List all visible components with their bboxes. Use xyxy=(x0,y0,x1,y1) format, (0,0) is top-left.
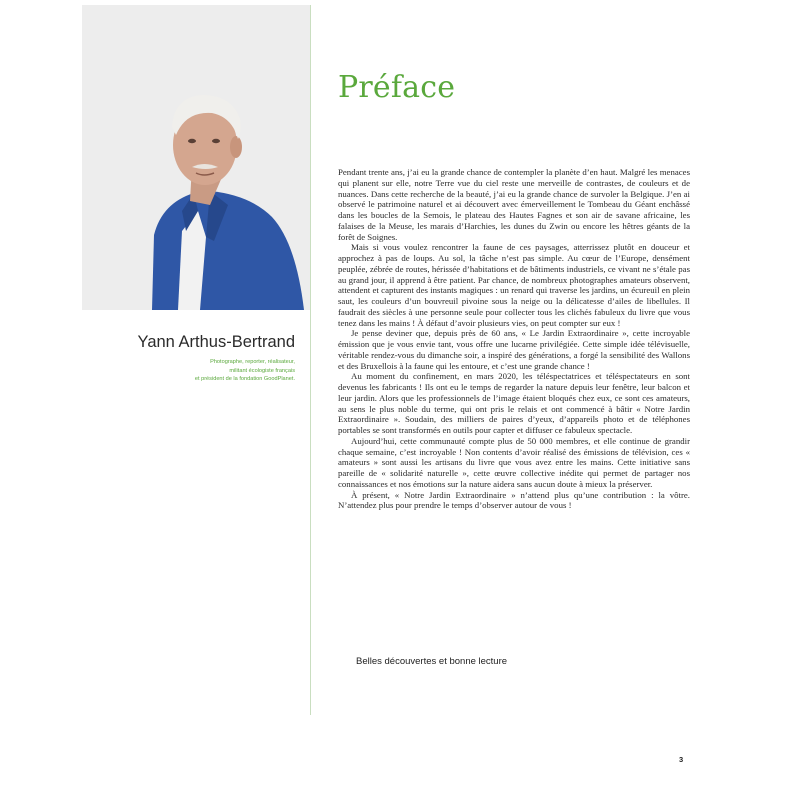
paragraph: Pendant trente ans, j’ai eu la grande chance de contempler la planète d’en haut. Malgré les menaces qui planent sur elle, notre Terre vue du ciel reste une merveille de contrastes, de couleurs et de nuances. Dans cette recherche de la beauté, j’ai eu la grande chance de survoler la Belgique. J’en ai observé le patrimoine naturel et ai découvert avec émerveillement le Tombeau du Géant enchâssé dans les boucles de la Semois, le plateau des Hautes Fagnes et son air de savane africaine, les falaises de la Meuse, les marais d’Harchies, les dunes du Zwin ou encore les hêtres géants de la forêt de Soignes. xyxy=(338,167,690,242)
paragraph: Au moment du confinement, en mars 2020, les téléspectatrices et téléspectateurs en sont devenus les fabricants ! Ils ont eu le temps de regarder la nature depuis leur fenêtre, leur balcon et leur jardin. Alors que les professionnels de l’image étaient bloqués chez eux, ce sont ces amateurs, au sens le plus noble du terme, qui ont pris le relais et ont commencé à bâtir « Notre Jardin Extraordinaire ». Soudain, des milliers de paires d’yeux, d’appareils photo et de téléphones portables se sont transformés en outils pour capter et diffuser ce fabuleux spectacle. xyxy=(338,371,690,435)
author-role-line: Photographe, reporter, réalisateur, xyxy=(210,359,295,365)
paragraph: Je pense deviner que, depuis près de 60 ans, « Le Jardin Extraordinaire », cette incroyable émission que je vous envie tant, vous offre une lucarne privilégiée. Cette simple idée télévisuelle, véritable rendez-vous du dimanche soir, a inspiré des générations, a forgé la sensibilité des Wallons et des Bruxellois à la faune qui les entoure, et c’est une grande chance ! xyxy=(338,328,690,371)
author-name: Yann Arthus-Bertrand xyxy=(137,333,295,351)
paragraph: Aujourd’hui, cette communauté compte plus de 50 000 membres, et elle continue de grandir chaque semaine, c’est incroyable ! Non contents d’avoir réalisé des émissions de télévision, ces « amateurs » sont aussi les artisans du livre que vous avez entre les mains. Cette initiative sans pareille de « solidarité naturelle », cette œuvre collective inédite qui permet de partager nos connaissances et nos émotions sur la nature aidera sans aucun doute à mieux la préserver. xyxy=(338,435,690,489)
page-number: 3 xyxy=(679,755,684,764)
page-title: Préface xyxy=(338,70,456,105)
author-role-line: militant écologiste français xyxy=(229,367,295,374)
author-role xyxy=(75,358,295,384)
author-role-line: et président de la fondation GoodPlanet. xyxy=(194,376,295,383)
signoff: Belles découvertes et bonne lecture xyxy=(356,656,508,667)
vertical-green-rule xyxy=(310,5,311,715)
preface-body xyxy=(338,167,690,511)
author-portrait-photo xyxy=(82,5,310,310)
paragraph: Mais si vous voulez rencontrer la faune de ces paysages, atterrissez plutôt en douceur et approchez à pas de loups. Au sol, la tâche n’est pas simple. Au cœur de l’Europe, densément peuplée, zébrée de routes, hérissée d’habitations et de bâtiments industriels, ce vivant ne s’étale pas au grand jour, il apprend à être patient. Par chance, de nombreux photographes amateurs observent, attendent et capturent des instants magiques : un renard qui traverse les jardins, un écureuil en plein saut, les couleurs d’un bouvreuil pivoine sous la neige ou la délicatesse d’ailes de libellules. Il faudrait des siècles à une personne seule pour collecter tous les clichés fabuleux du livre que vous tenez dans les mains ! À défaut d’avoir plusieurs vies, on peut compter sur eux ! xyxy=(338,242,690,328)
paragraph: À présent, « Notre Jardin Extraordinaire » n’attend plus qu’une contribution : la vôtre. N’attendez plus pour prendre le temps d’observer autour de vous ! xyxy=(338,489,690,511)
portrait-illustration xyxy=(82,5,310,310)
